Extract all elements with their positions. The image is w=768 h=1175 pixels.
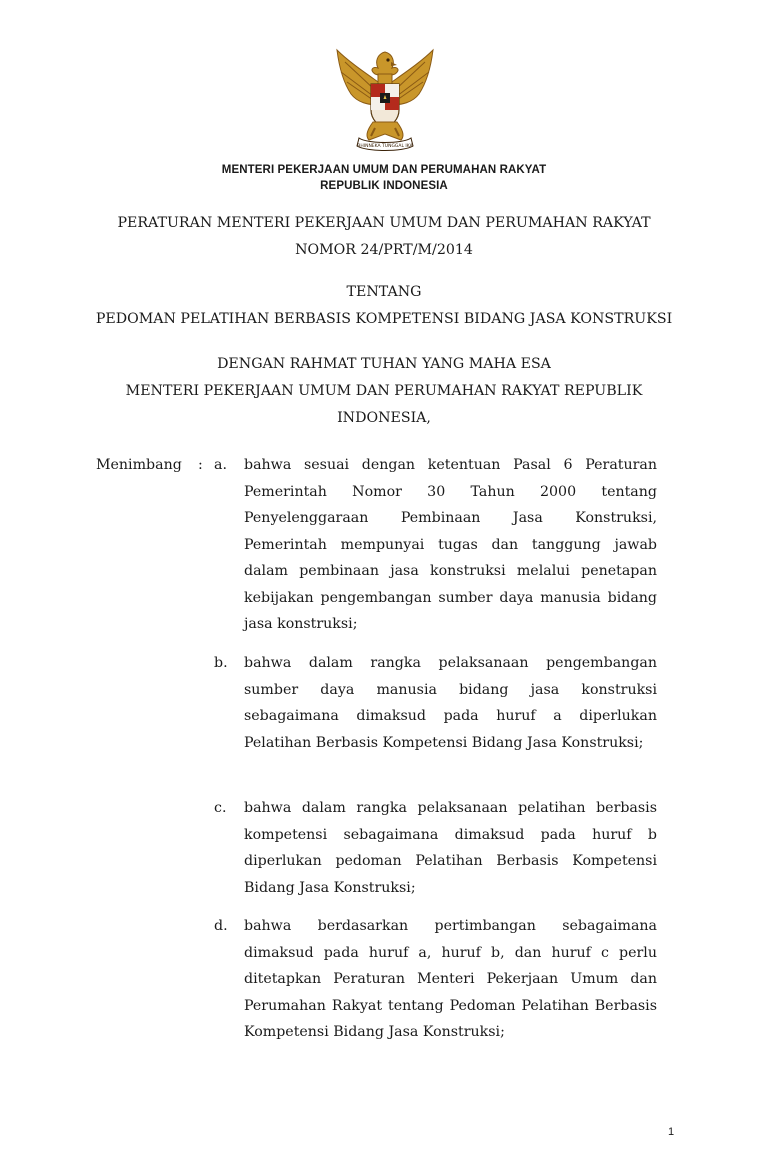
ministry-name: MENTERI PEKERJAAN UMUM DAN PERUMAHAN RAKYAT [221,164,547,176]
item-letter-c: c. [214,800,227,816]
item-letter-a: a. [214,457,227,473]
item-text-c: bahwa dalam rangka pelaksanaan pelatihan berbasis kompetensi sebagaimana dimaksud pada huruf b diperlukan pedoman Pelatihan Berbasis Kompetensi Bidang Jasa Konstruksi; [244,800,657,896]
regulation-subject: PEDOMAN PELATIHAN BERBASIS KOMPETENSI BIDANG JASA KONSTRUKSI [95,311,673,327]
issuer-line-1: MENTERI PEKERJAAN UMUM DAN PERUMAHAN RAKYAT REPUBLIK [125,383,643,399]
item-letter-b: b. [214,655,228,671]
item-letter-d: d. [214,918,228,934]
garuda-emblem-icon [331,44,439,152]
issuer-line-2: INDONESIA, [337,410,431,426]
menimbang-label: Menimbang [96,457,182,473]
menimbang-colon: : [198,457,203,473]
tentang-heading: TENTANG [346,284,422,300]
rahmat-line: DENGAN RAHMAT TUHAN YANG MAHA ESA [217,356,551,372]
item-text-a: bahwa sesuai dengan ketentuan Pasal 6 Peraturan Pemerintah Nomor 30 Tahun 2000 tentang Penyelenggaraan Pembinaan Jasa Konstruksi, Pemerintah mempunyai tugas dan tanggung jawab dalam pembinaan jasa konstruksi melalui penetapan kebijakan pengembangan sumber daya manusia bidang jasa konstruksi; [244,457,657,632]
svg-text:BHINNEKA TUNGGAL IKA: BHINNEKA TUNGGAL IKA [357,144,413,149]
ministry-country: REPUBLIK INDONESIA [320,180,448,192]
regulation-title: PERATURAN MENTERI PEKERJAAN UMUM DAN PERUMAHAN RAKYAT [117,215,651,231]
regulation-number: NOMOR 24/PRT/M/2014 [295,242,473,258]
item-text-d: bahwa berdasarkan pertimbangan sebagaimana dimaksud pada huruf a, huruf b, dan huruf c perlu ditetapkan Peraturan Menteri Pekerjaan Umum dan Perumahan Rakyat tentang Pedoman Pelatihan Berbasis Kompetensi Bidang Jasa Konstruksi; [244,918,657,1040]
item-text-b: bahwa dalam rangka pelaksanaan pengembangan sumber daya manusia bidang jasa konstruksi sebagaimana dimaksud pada huruf a diperlukan Pelatihan Berbasis Kompetensi Bidang Jasa Konstruksi; [244,655,657,751]
page-number: 1 [668,1126,675,1138]
